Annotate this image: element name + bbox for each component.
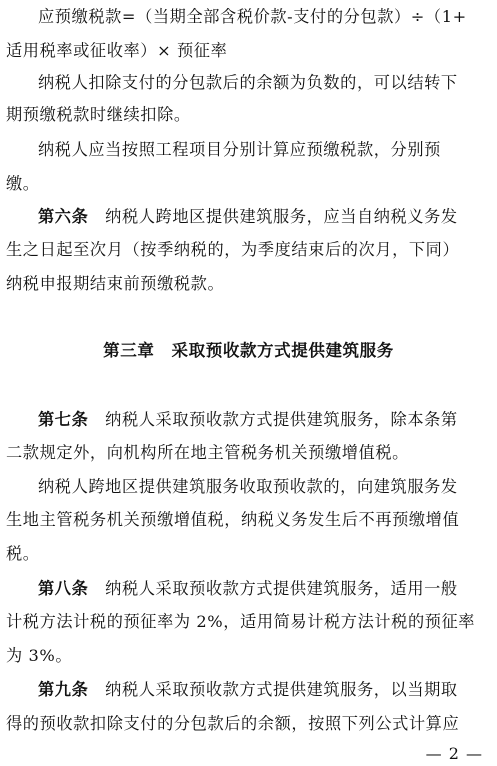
text-line: 纳税人跨地区提供建筑服务收取预收款的，向建筑服务发 [38,477,458,496]
article-8-line [38,578,491,600]
text-line: 纳税申报期结束前预缴税款。 [6,274,225,293]
article-8-heading: 第八条 [38,579,89,598]
article-9-line [38,679,491,701]
text-line: 生之日起至次月（按季纳税的，为季度结束后的次月，下同） [6,240,460,259]
text-line: 缴。 [6,174,40,193]
article-6-line [38,206,491,228]
text-line: 为 3%。 [6,646,73,665]
text-line: 二款规定外，向机构所在地主管税务机关预缴增值税。 [6,443,409,462]
text-line: 得的预收款扣除支付的分包款后的余额，按照下列公式计算应 [6,714,460,733]
text-line: 生地主管税务机关预缴增值税，纳税义务发生后不再预缴增值 [6,510,460,529]
text-run: 纳税人采取预收款方式提供建筑服务，以当期取 [105,680,458,699]
article-7-line [38,409,491,431]
text-line: 适用税率或征收率）× 预征率 [6,41,228,60]
text-line: 纳税人应当按照工程项目分别计算应预缴税款，分别预 [38,140,441,159]
text-line: 纳税人扣除支付的分包款后的余额为负数的，可以结转下 [38,73,458,92]
text-line: 税。 [6,544,40,563]
text-line: 期预缴税款时继续扣除。 [6,105,191,124]
text-run: 纳税人采取预收款方式提供建筑服务，除本条第 [105,410,458,429]
chapter-title: 第三章 采取预收款方式提供建筑服务 [103,341,394,360]
text-line: 计税方法计税的预征率为 2%，适用简易计税方法计税的预征率 [6,612,476,631]
article-7-heading: 第七条 [38,410,89,429]
article-9-heading: 第九条 [38,680,89,699]
page-number: — 2 — [425,744,483,763]
article-6-heading: 第六条 [38,207,89,226]
text-line: 应预缴税款=（当期全部含税价款-支付的分包款）÷（1+ [38,7,467,26]
text-run: 纳税人跨地区提供建筑服务，应当自纳税义务发 [105,207,458,226]
text-run: 纳税人采取预收款方式提供建筑服务，适用一般 [105,579,458,598]
